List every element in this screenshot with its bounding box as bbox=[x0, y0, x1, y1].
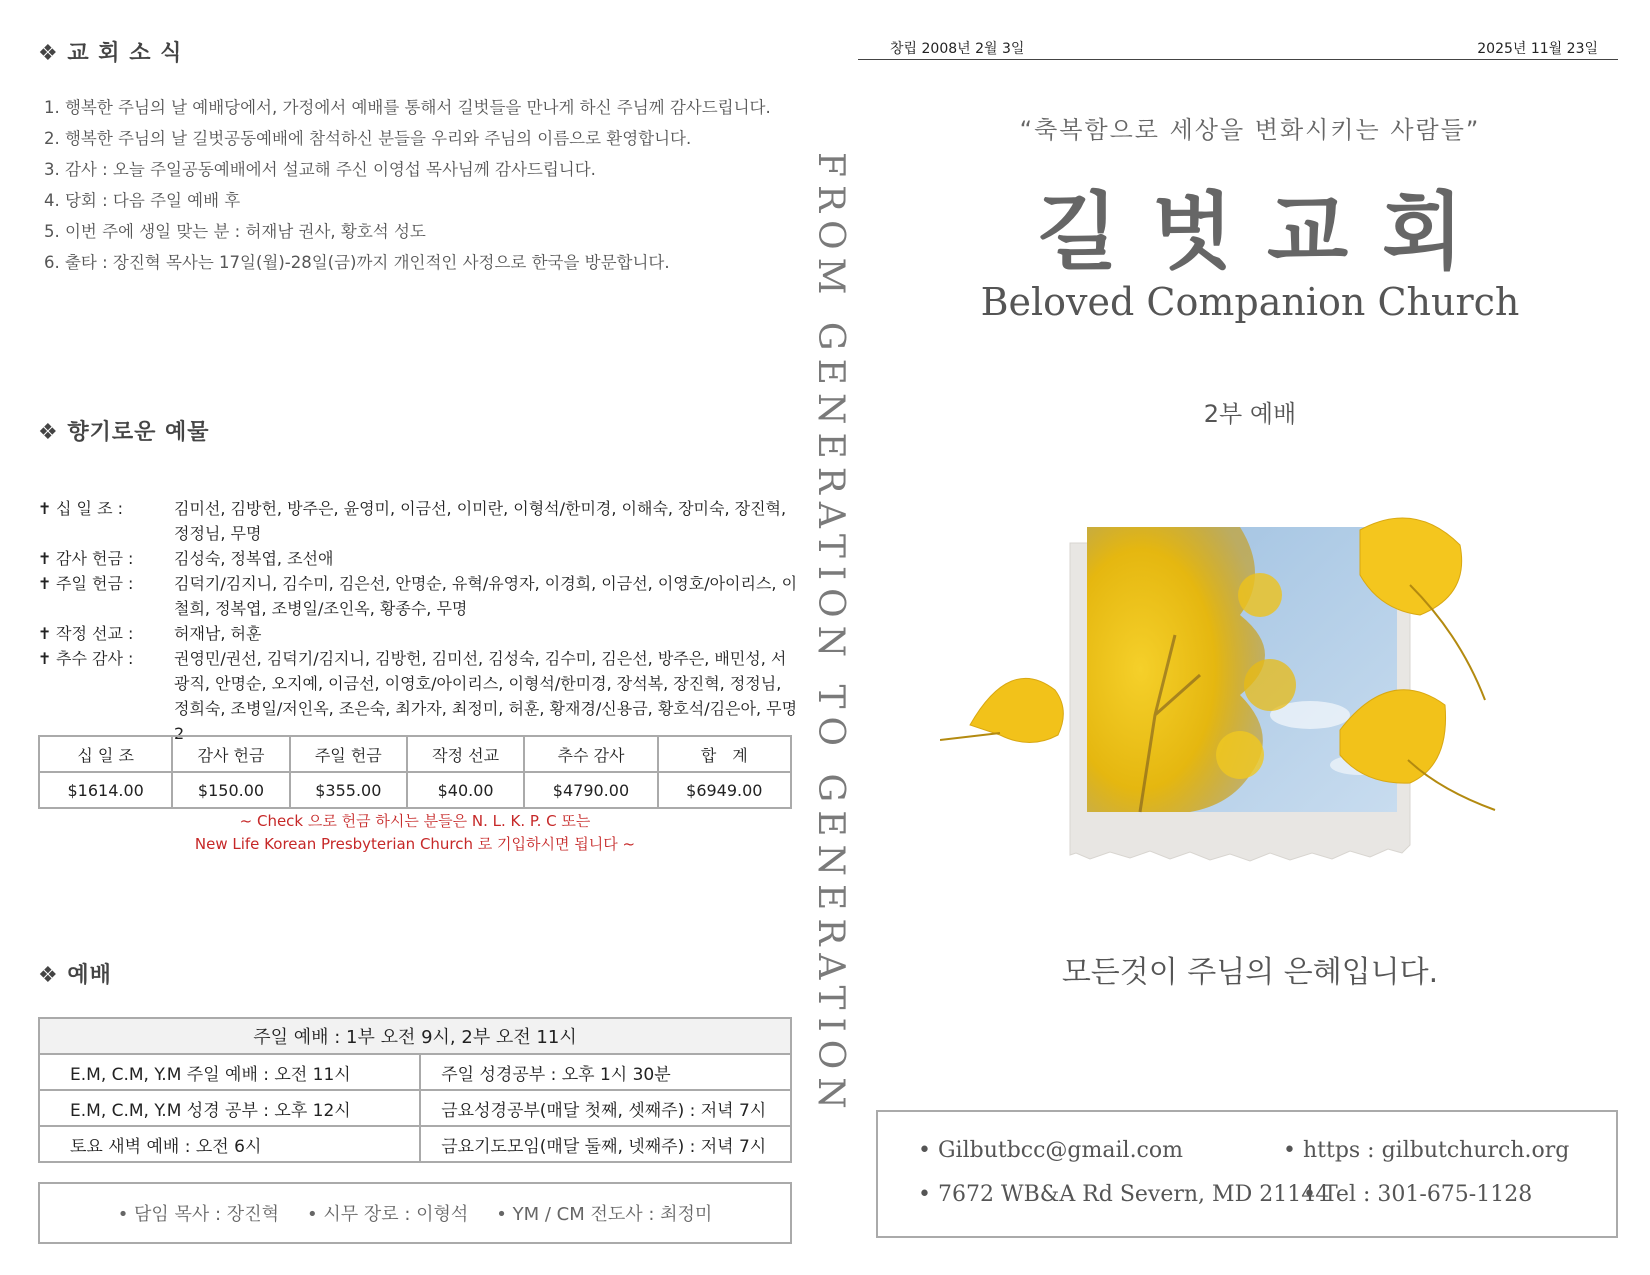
offerings-list bbox=[38, 496, 798, 746]
cover-header bbox=[858, 38, 1618, 60]
founded-date: 창립 2008년 2월 3일 bbox=[890, 41, 1025, 57]
table-row bbox=[39, 772, 791, 808]
offering-item bbox=[38, 546, 798, 571]
bulletin-date: 2025년 11월 23일 bbox=[1477, 41, 1598, 57]
check-note bbox=[38, 810, 792, 856]
table-cell: $1614.00 bbox=[39, 772, 172, 808]
staff-evangelist: • YM / CM 전도사 : 최정미 bbox=[496, 1204, 713, 1225]
table-cell: 금요기도모임(매달 둘째, 넷째주) : 저녁 7시 bbox=[420, 1126, 791, 1162]
offering-totals-table bbox=[38, 735, 792, 809]
news-item: 2. 행복한 주님의 날 길벗공동예배에 참석하신 분들을 우리와 주님의 이름으로 환영합니다. bbox=[44, 129, 692, 148]
grace-message: 모든것이 주님의 은혜입니다. bbox=[1061, 955, 1439, 990]
table-row bbox=[39, 1054, 791, 1090]
table-header-cell: 감사 헌금 bbox=[172, 736, 289, 772]
contact-address: • 7672 WB&A Rd Severn, MD 21144 bbox=[918, 1182, 1330, 1207]
service-label: 2부 예배 bbox=[1203, 400, 1297, 428]
table-cell: E.M, C.M, Y.M 주일 예배 : 오전 11시 bbox=[39, 1054, 420, 1090]
offering-label: 추수 감사 : bbox=[56, 649, 134, 668]
ginkgo-cover-image bbox=[940, 515, 1540, 920]
table-row bbox=[39, 1018, 791, 1054]
offering-names: 김덕기/김지니, 김수미, 김은선, 안명순, 유혁/유영자, 이경희, 이금선, 이영호/아이리스, 이철희, 정복엽, 조병일/조인옥, 황종수, 무명 bbox=[174, 574, 798, 618]
contact-email[interactable]: • Gilbutbcc@gmail.com bbox=[918, 1138, 1183, 1163]
check-note-line: ~ Check 으로 헌금 하시는 분들은 N. L. K. P. C 또는 bbox=[239, 812, 591, 830]
table-cell: 금요성경공부(매달 첫째, 셋째주) : 저녁 7시 bbox=[420, 1090, 791, 1126]
news-item: 3. 감사 : 오늘 주일공동예배에서 설교해 주신 이영섭 목사님께 감사드립니다. bbox=[44, 160, 596, 179]
table-row bbox=[39, 1090, 791, 1126]
offering-item bbox=[38, 646, 798, 746]
table-header-cell: 작정 선교 bbox=[407, 736, 524, 772]
offering-item bbox=[38, 621, 798, 646]
church-name-korean: 길벗교회 bbox=[1036, 183, 1498, 281]
offering-label: 주일 헌금 : bbox=[56, 574, 134, 593]
contact-phone: • Tel : 301-675-1128 bbox=[1303, 1182, 1533, 1207]
table-row bbox=[39, 1126, 791, 1162]
cross-icon: ✝ bbox=[38, 549, 52, 568]
table-header-cell: 합 계 bbox=[658, 736, 791, 772]
cross-icon: ✝ bbox=[38, 624, 52, 643]
offerings-section-title: ❖ 향기로운 예물 bbox=[38, 420, 210, 445]
table-cell: $40.00 bbox=[407, 772, 524, 808]
table-cell: 주일 성경공부 : 오후 1시 30분 bbox=[420, 1054, 791, 1090]
news-list bbox=[44, 92, 804, 278]
cross-icon: ✝ bbox=[38, 574, 52, 593]
news-section-title: ❖ 교 회 소 식 bbox=[38, 41, 183, 66]
worship-schedule-table bbox=[38, 1017, 792, 1163]
main-service-cell: 주일 예배 : 1부 오전 9시, 2부 오전 11시 bbox=[39, 1018, 791, 1054]
contact-website[interactable]: • https : gilbutchurch.org bbox=[1283, 1138, 1570, 1163]
table-header-cell: 십 일 조 bbox=[39, 736, 172, 772]
offering-names: 허재남, 허훈 bbox=[174, 624, 262, 643]
news-item: 5. 이번 주에 생일 맞는 분 : 허재남 권사, 황호석 성도 bbox=[44, 222, 426, 241]
table-header-cell: 주일 헌금 bbox=[290, 736, 407, 772]
table-cell: $355.00 bbox=[290, 772, 407, 808]
offering-item bbox=[38, 571, 798, 621]
cross-icon: ✝ bbox=[38, 649, 52, 668]
offering-names: 권영민/권선, 김덕기/김지니, 김방헌, 김미선, 김성숙, 김수미, 김은선, 방주은, 배민성, 서광직, 안명순, 오지예, 이금선, 이영호/아이리스, 이형석/한미경, 장석복, 장진혁, 정정님, 정희숙, 조병일/저인옥, 조은숙, 최가자, 최정미, 허훈, 황재경/신용금, 황호석/김은아, 무명2 bbox=[174, 649, 798, 743]
table-header-cell: 추수 감사 bbox=[524, 736, 657, 772]
table-cell: $6949.00 bbox=[658, 772, 791, 808]
church-motto: “축복함으로 세상을 변화시키는 사람들” bbox=[1019, 116, 1481, 144]
church-name-english: Beloved Companion Church bbox=[980, 280, 1520, 324]
table-cell: $150.00 bbox=[172, 772, 289, 808]
offering-label: 감사 헌금 : bbox=[56, 549, 134, 568]
vertical-motto: FROM GENERATION TO GENERATION bbox=[810, 152, 851, 1117]
offering-label: 십 일 조 : bbox=[56, 499, 124, 518]
table-cell: $4790.00 bbox=[524, 772, 657, 808]
table-cell: E.M, C.M, Y.M 성경 공부 : 오후 12시 bbox=[39, 1090, 420, 1126]
offering-item bbox=[38, 496, 798, 546]
offering-label: 작정 선교 : bbox=[56, 624, 134, 643]
table-header-row bbox=[39, 736, 791, 772]
contact-box bbox=[876, 1110, 1618, 1238]
staff-box bbox=[38, 1182, 792, 1244]
check-note-line: New Life Korean Presbyterian Church 로 기입하시면 됩니다 ~ bbox=[194, 835, 636, 853]
staff-pastor: • 담임 목사 : 장진혁 bbox=[117, 1204, 279, 1225]
offering-names: 김성숙, 정복엽, 조선애 bbox=[174, 549, 334, 568]
offering-names: 김미선, 김방헌, 방주은, 윤영미, 이금선, 이미란, 이형석/한미경, 이해숙, 장미숙, 장진혁, 정정님, 무명 bbox=[174, 499, 787, 543]
staff-elder: • 시무 장로 : 이형석 bbox=[306, 1204, 469, 1225]
news-item: 1. 행복한 주님의 날 예배당에서, 가정에서 예배를 통해서 길벗들을 만나게 하신 주님께 감사드립니다. bbox=[44, 98, 771, 117]
news-item: 4. 당회 : 다음 주일 예배 후 bbox=[44, 191, 241, 210]
news-item: 6. 출타 : 장진혁 목사는 17일(월)-28일(금)까지 개인적인 사정으로 한국을 방문합니다. bbox=[44, 253, 670, 272]
cross-icon: ✝ bbox=[38, 499, 52, 518]
table-cell: 토요 새벽 예배 : 오전 6시 bbox=[39, 1126, 420, 1162]
worship-section-title: ❖ 예배 bbox=[38, 963, 112, 988]
